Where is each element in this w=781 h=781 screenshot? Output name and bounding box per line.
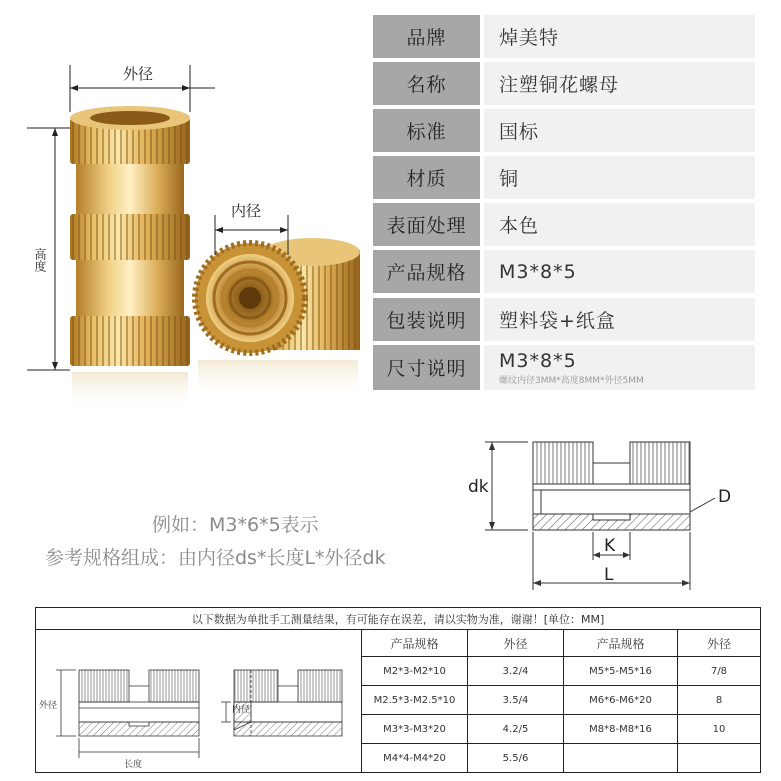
table-cell [564, 744, 678, 773]
spec-row-dimensions [373, 345, 755, 390]
table-cell: 7/8 [678, 657, 760, 686]
spec-key: 名称 [373, 62, 480, 105]
spec-value: 国标 [484, 109, 755, 152]
header-cell: 产品规格 [362, 630, 468, 657]
spec-value: M3*8*5 螺纹内径3MM*高度8MM*外径5MM [484, 345, 755, 390]
table-cell: 5.5/6 [468, 744, 564, 773]
spec-key: 产品规格 [373, 250, 480, 293]
spec-value: 本色 [484, 203, 755, 246]
header-cell: 外径 [468, 630, 564, 657]
table-cell: 3.2/4 [468, 657, 564, 686]
table-cell [678, 744, 760, 773]
tall-insert [70, 106, 190, 412]
spec-value: M3*8*5 [484, 250, 755, 293]
height-label: 高度 [33, 248, 47, 272]
table-cell: M4*4-M4*20 [362, 744, 468, 773]
table-cell: 4.2/5 [468, 715, 564, 744]
spec-row-material [373, 156, 755, 199]
spec-value: 铜 [484, 156, 755, 199]
l-label: L [604, 565, 614, 585]
k-label: K [604, 536, 616, 556]
spec-row-brand [373, 15, 755, 58]
table-cell: M8*8-M8*16 [564, 715, 678, 744]
spec-row-size [373, 250, 755, 293]
spec-value: 塑料袋+纸盒 [484, 298, 755, 341]
small-outer-label: 外径 [39, 701, 58, 711]
example-line-1: 例如：M3*6*5表示 [152, 514, 319, 536]
table-cell: M3*3-M3*20 [362, 715, 468, 744]
dk-label: dk [468, 477, 489, 497]
example-line-2: 参考规格组成：由内径ds*长度L*外径dk [45, 547, 386, 569]
spec-value: 焯美特 [484, 15, 755, 58]
spec-key: 尺寸说明 [373, 345, 480, 390]
spec-key: 包装说明 [373, 298, 480, 341]
header-cell: 产品规格 [564, 630, 678, 657]
spec-value: 注塑铜花螺母 [484, 62, 755, 105]
header-cell: 外径 [678, 630, 760, 657]
measurement-grid [362, 630, 760, 773]
table-cell: M2*3-M2*10 [362, 657, 468, 686]
table-cell: M2.5*3-M2.5*10 [362, 686, 468, 715]
measurement-note: 以下数据为单批手工测量结果，有可能存在误差，请以实物为准，谢谢！[单位：MM] [36, 608, 760, 630]
inner-diameter-label: 内径 [231, 202, 262, 220]
spec-key: 标准 [373, 109, 480, 152]
spec-row-packaging [373, 298, 755, 341]
spec-row-finish [373, 203, 755, 246]
short-insert [195, 238, 360, 400]
outer-diameter-label: 外径 [123, 65, 154, 83]
small-length-label: 长度 [124, 760, 143, 770]
measurement-diagrams [36, 630, 362, 773]
table-cell: M6*6-M6*20 [564, 686, 678, 715]
spec-key: 表面处理 [373, 203, 480, 246]
table-cell: 8 [678, 686, 760, 715]
measurement-table [35, 607, 761, 773]
d-label: D [718, 487, 732, 507]
table-cell: 3.5/4 [468, 686, 564, 715]
spec-subnote: 螺纹内径3MM*高度8MM*外径5MM [499, 375, 644, 386]
table-cell: M5*5-M5*16 [564, 657, 678, 686]
table-cell: 10 [678, 715, 760, 744]
spec-key: 材质 [373, 156, 480, 199]
spec-row-name [373, 62, 755, 105]
spec-row-standard [373, 109, 755, 152]
spec-key: 品牌 [373, 15, 480, 58]
small-inner-label: 内径 [232, 705, 251, 715]
